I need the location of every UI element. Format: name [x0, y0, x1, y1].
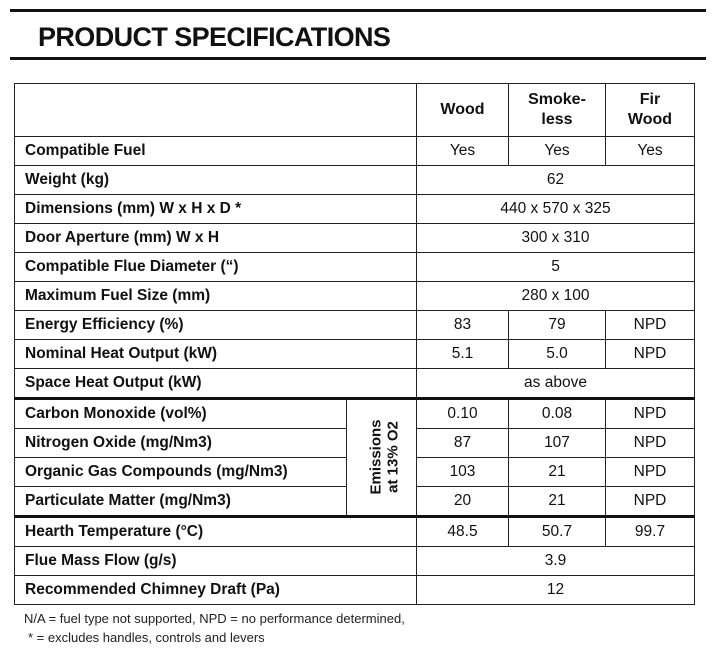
table-row — [15, 399, 695, 429]
cell-value: 87 — [417, 429, 509, 458]
cell-value: 107 — [509, 429, 606, 458]
table-row — [15, 517, 695, 547]
row-label: Recommended Chimney Draft (Pa) — [15, 576, 417, 605]
table-row — [15, 311, 695, 340]
cell-value: 62 — [417, 166, 695, 195]
emissions-line-1: Emissions — [367, 419, 385, 495]
cell-value: Yes — [606, 137, 695, 166]
cell-value: 103 — [417, 458, 509, 487]
table-row — [15, 369, 695, 399]
row-label: Carbon Monoxide (vol%) — [15, 399, 347, 429]
cell-value: Yes — [509, 137, 606, 166]
emissions-group-label — [347, 399, 417, 517]
row-label: Nitrogen Oxide (mg/Nm3) — [15, 429, 347, 458]
specifications-table — [14, 83, 695, 605]
page-title: PRODUCT SPECIFICATIONS — [38, 22, 391, 52]
table-row — [15, 195, 695, 224]
cell-value: NPD — [606, 458, 695, 487]
row-label: Compatible Fuel — [15, 137, 417, 166]
table-row — [15, 253, 695, 282]
row-label: Organic Gas Compounds (mg/Nm3) — [15, 458, 347, 487]
cell-value: NPD — [606, 311, 695, 340]
table-row — [15, 340, 695, 369]
top-rule — [10, 9, 706, 12]
cell-value: NPD — [606, 399, 695, 429]
table-row — [15, 282, 695, 311]
row-label: Particulate Matter (mg/Nm3) — [15, 487, 347, 517]
cell-value: 79 — [509, 311, 606, 340]
cell-value: 21 — [509, 487, 606, 517]
cell-value: 20 — [417, 487, 509, 517]
cell-value: 21 — [509, 458, 606, 487]
cell-value: 0.08 — [509, 399, 606, 429]
cell-value: 5.1 — [417, 340, 509, 369]
column-header-wood: Wood — [417, 84, 509, 137]
cell-value: 3.9 — [417, 547, 695, 576]
row-label: Flue Mass Flow (g/s) — [15, 547, 417, 576]
header-row — [15, 84, 695, 137]
cell-value: 440 x 570 x 325 — [417, 195, 695, 224]
row-label: Energy Efficiency (%) — [15, 311, 417, 340]
cell-value: 83 — [417, 311, 509, 340]
cell-value: as above — [417, 369, 695, 399]
table-row — [15, 166, 695, 195]
cell-value: 5 — [417, 253, 695, 282]
row-label: Door Aperture (mm) W x H — [15, 224, 417, 253]
footnote-npd: N/A = fuel type not supported, NPD = no performance determined, — [24, 611, 405, 626]
row-label: Maximum Fuel Size (mm) — [15, 282, 417, 311]
cell-value: 0.10 — [417, 399, 509, 429]
row-label: Space Heat Output (kW) — [15, 369, 417, 399]
table-row — [15, 224, 695, 253]
column-header-smokeless: Smoke- less — [509, 84, 606, 137]
header-blank-cell — [15, 84, 417, 137]
cell-value: 99.7 — [606, 517, 695, 547]
cell-value: 280 x 100 — [417, 282, 695, 311]
row-label: Weight (kg) — [15, 166, 417, 195]
cell-value: 5.0 — [509, 340, 606, 369]
cell-value: Yes — [417, 137, 509, 166]
cell-value: 12 — [417, 576, 695, 605]
table-row — [15, 547, 695, 576]
row-label: Hearth Temperature (°C) — [15, 517, 417, 547]
cell-value: 48.5 — [417, 517, 509, 547]
table-row — [15, 137, 695, 166]
column-header-fir-wood: Fir Wood — [606, 84, 695, 137]
cell-value: NPD — [606, 340, 695, 369]
cell-value: NPD — [606, 429, 695, 458]
footnote-excludes: * = excludes handles, controls and levers — [28, 630, 265, 645]
row-label: Compatible Flue Diameter (“) — [15, 253, 417, 282]
emissions-label-text — [368, 419, 402, 494]
cell-value: NPD — [606, 487, 695, 517]
cell-value: 50.7 — [509, 517, 606, 547]
emissions-line-2: at 13% O2 — [384, 421, 402, 493]
title-underline — [10, 57, 706, 60]
row-label: Nominal Heat Output (kW) — [15, 340, 417, 369]
row-label: Dimensions (mm) W x H x D * — [15, 195, 417, 224]
cell-value: 300 x 310 — [417, 224, 695, 253]
table-row — [15, 576, 695, 605]
